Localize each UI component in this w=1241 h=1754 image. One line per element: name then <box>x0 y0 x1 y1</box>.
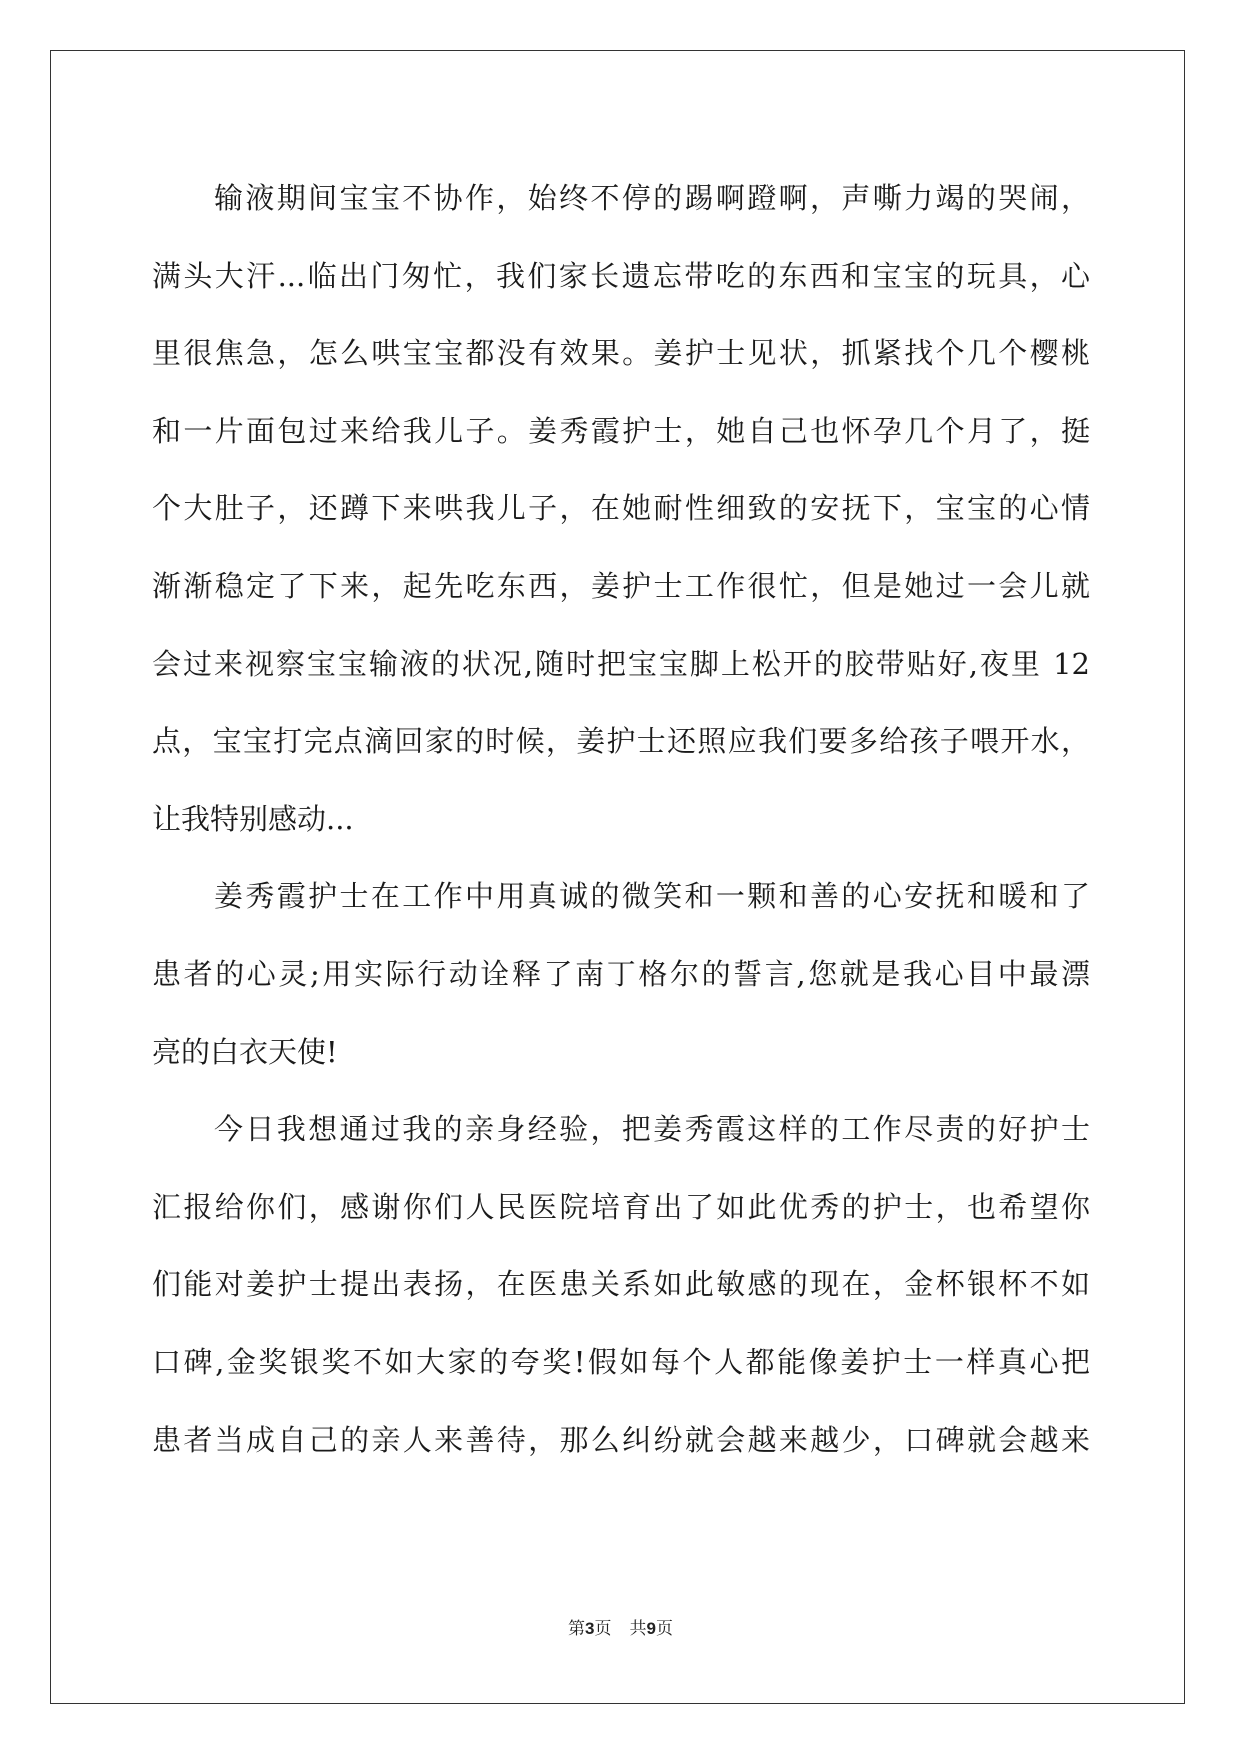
paragraph-1-line-5: 个大肚子，还蹲下来哄我儿子，在她耐性细致的安抚下，宝宝的心情 <box>152 491 1090 526</box>
paragraph-2-line-3: 亮的白衣天使! <box>152 1034 338 1069</box>
paragraph-1-line-3: 里很焦急，怎么哄宝宝都没有效果。姜护士见状，抓紧找个几个樱桃 <box>152 336 1090 371</box>
page-prefix: 第 <box>568 1619 586 1639</box>
current-page-number: 3 <box>585 1619 595 1638</box>
paragraph-3-line-1: 今日我想通过我的亲身经验，把姜秀霞这样的工作尽责的好护士 <box>214 1112 1090 1147</box>
paragraph-2-line-2: 患者的心灵;用实际行动诠释了南丁格尔的誓言,您就是我心目中最漂 <box>152 956 1090 991</box>
paragraph-1-line-6: 渐渐稳定了下来，起先吃东西，姜护士工作很忙，但是她过一会儿就 <box>152 568 1090 603</box>
paragraph-1-line-1: 输液期间宝宝不协作，始终不停的踢啊蹬啊，声嘶力竭的哭闹， <box>214 181 1090 215</box>
page-footer <box>0 1617 1241 1641</box>
total-prefix: 共 <box>629 1619 647 1639</box>
page-suffix: 页 <box>594 1619 612 1639</box>
paragraph-3-line-5: 患者当成自己的亲人来善待，那么纠纷就会越来越少，口碑就会越来 <box>152 1422 1090 1457</box>
paragraph-1-line-2: 满头大汗...临出门匆忙，我们家长遗忘带吃的东西和宝宝的玩具，心 <box>152 258 1090 293</box>
paragraph-1-line-4: 和一片面包过来给我儿子。姜秀霞护士，她自己也怀孕几个月了，挺 <box>152 413 1090 448</box>
paragraph-3-line-3: 们能对姜护士提出表扬，在医患关系如此敏感的现在，金杯银杯不如 <box>152 1267 1090 1302</box>
paragraph-1-line-9: 让我特别感动... <box>152 801 354 836</box>
total-pages-number: 9 <box>646 1619 656 1638</box>
paragraph-3-line-2: 汇报给你们，感谢你们人民医院培育出了如此优秀的护士，也希望你 <box>152 1189 1090 1224</box>
paragraph-1-line-7: 会过来视察宝宝输液的状况,随时把宝宝脚上松开的胶带贴好,夜里 12 <box>152 646 1090 681</box>
document-body <box>152 160 1090 1479</box>
paragraph-1-line-8: 点，宝宝打完点滴回家的时候，姜护士还照应我们要多给孩子喂开水， <box>152 724 1090 759</box>
paragraph-2-line-1: 姜秀霞护士在工作中用真诚的微笑和一颗和善的心安抚和暖和了 <box>214 879 1090 914</box>
paragraph-3-line-4: 口碑,金奖银奖不如大家的夸奖!假如每个人都能像姜护士一样真心把 <box>152 1344 1090 1379</box>
total-suffix: 页 <box>655 1619 673 1639</box>
